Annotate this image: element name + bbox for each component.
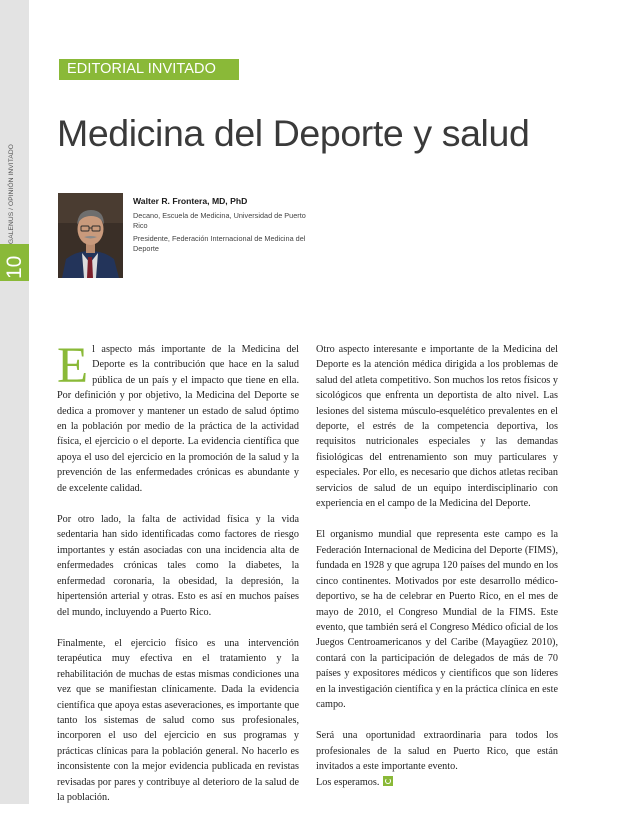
side-strip [0,0,29,804]
closing-line [316,775,558,790]
closing-text: Los esperamos. [316,776,380,788]
article-column-left [57,338,299,821]
paragraph: Por otro lado, la falta de actividad física y la vida sedentaria han sido identificadas como factores de riesgo importantes y están asociadas con una incidencia alta de enfermedades crónicas tales como la diabetes, la enfermedad coronaria, la obesidad, la depresión, la hipertensión arterial y otras. Esto es así en muchos países del mundo, incluyendo a Puerto Rico. [57,514,299,618]
author-photo [58,193,123,278]
end-mark-icon [383,776,393,786]
article-title: Medicina del Deporte y salud [57,112,530,154]
author-affiliation: Decano, Escuela de Medicina, Universidad de Puerto Rico [133,211,306,230]
author-name: Walter R. Frontera, MD, PhD [133,196,248,206]
paragraph: El organismo mundial que representa este campo es la Federación Internacional de Medicina del Deporte (FIMS), fundada en 1928 y que agrupa 120 países del mundo en los cinco continentes. Motivados por este desarrollo médico-deportivo, se ha de celebrar en Puerto Rico, en el mes de mayo de 2010, el Congreso Mundial de la FIMS. Este evento, que también será el Congreso Médico oficial de los Juegos Centroamericanos y del Caribe (Mayagüez 2010), contará con la participación de delegados de más de 70 países y expositores médicos y científicos que son líderes en la investigación científica y en la práctica clínica en este campo. [316,529,558,710]
drop-cap: E [57,338,89,394]
author-position: Presidente, Federación Internacional de Medicina del Deporte [133,234,306,253]
article-column-right [316,342,558,806]
author-portrait-image [58,193,123,278]
section-banner: EDITORIAL INVITADO [59,59,239,80]
running-header: GALENUS / OPINIÓN INVITADO [8,144,15,244]
paragraph [57,338,299,496]
page-number: 10 [3,255,26,279]
paragraph: Finalmente, el ejercicio físico es una intervención terapéutica muy efectiva en el tratamiento y la rehabilitación de muchas de estas mismas condiciones una vez que se manifiestan clínicamente. Dada la evidencia científica que apoya estas aseveraciones, es importante que tanto los sistemas de salud como sus profesionales, incorporen el uso del ejercicio en sus programas y prácticas clínicas para la población general. No hacerlo es inconsistente con la mejor evidencia publicada en revistas revisadas por pares y contribuye al deterioro de la salud de la población. [57,637,299,803]
paragraph: Otro aspecto interesante e importante de la Medicina del Deporte es la atención médica dirigida a los problemas de salud del atleta competitivo. Son muchos los retos físicos y sicológicos que enfrenta un deportista de alto nivel. Las lesiones del sistema músculo-esquelético prevalentes en el deporte, el estrés de la competencia deportiva, los requisitos nutricionales especiales y las demandas fisiológicas del entrenamiento son muy particulares y especiales. Por ello, es necesario que dichos atletas reciban servicios de salud de un equipo interdisciplinario con experiencia en el campo de la Medicina del Deporte. [316,344,558,510]
paragraph-text: l aspecto más importante de la Medicina del Deporte es la contribución que hace en la salud pública de un país y el impacto que tiene en ella. Por definición y por objetivo, la Medicina del Deporte se dedica a promover y mantener un estado de salud óptimo en la población por medio de la práctica de la actividad física, el ejercicio o el deporte. La evidencia científica que apoya el uso del ejercicio en la promoción de la salud y la prevención de las enfermedades crónicas es abundante y de excelente calidad. [57,344,299,494]
paragraph: Será una oportunidad extraordinaria para todos los profesionales de la salud en Puerto Rico, que están invitados a este importante evento. [316,730,558,773]
